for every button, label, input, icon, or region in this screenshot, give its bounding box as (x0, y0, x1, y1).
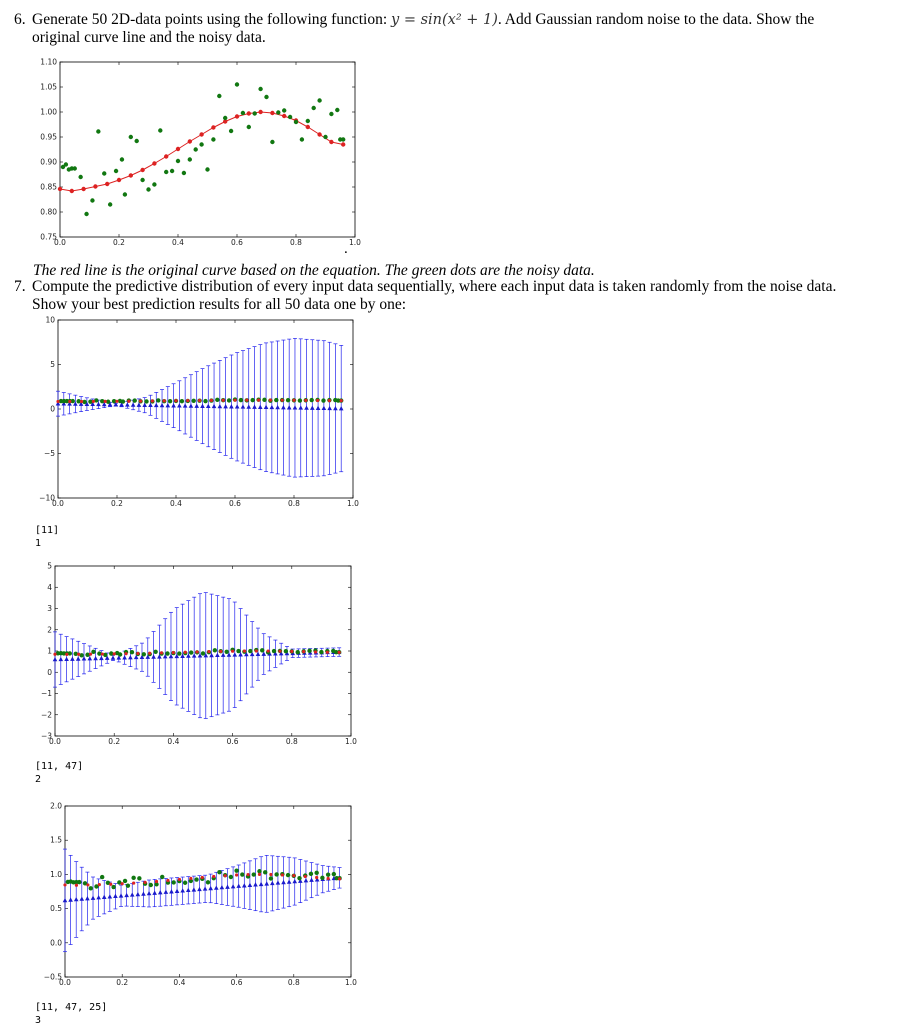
true-curve-point (257, 399, 260, 402)
observed-point (213, 648, 217, 652)
y-tick-label: −0.5 (43, 972, 62, 982)
y-tick-label: 1.00 (40, 107, 57, 117)
true-curve-point (281, 399, 284, 402)
true-curve-point (109, 883, 112, 886)
y-tick-label: 5 (50, 360, 55, 369)
curve-point (105, 182, 109, 186)
true-curve-point (136, 652, 139, 655)
true-curve-point (207, 650, 210, 653)
x-tick-label: 0.6 (229, 499, 241, 508)
curve-point (70, 189, 74, 193)
curve-point (199, 132, 203, 136)
question-6-equation: y = sin(x² + 1) (391, 12, 498, 28)
true-curve-point (127, 400, 130, 403)
observed-point (252, 872, 256, 876)
observed-point (286, 873, 290, 877)
trailing-dot: . (344, 241, 348, 257)
observed-point (326, 872, 330, 876)
plot-frame (60, 62, 355, 237)
observed-point (77, 880, 81, 884)
true-curve-point (63, 883, 66, 886)
noisy-point (264, 95, 268, 99)
true-curve-point (219, 650, 222, 653)
observed-point (201, 651, 205, 655)
question-7-line-2: Show your best prediction results for all 50 data one by one: (32, 296, 407, 313)
output-block-2 (35, 760, 83, 786)
curve-point (282, 114, 286, 118)
observed-point (142, 652, 146, 656)
plot-frame (55, 566, 351, 736)
x-tick-label: 0.2 (113, 238, 125, 247)
noisy-point (146, 187, 150, 191)
observed-point (168, 399, 172, 403)
x-tick-label: 1.0 (345, 978, 357, 987)
x-tick-label: 1.0 (345, 737, 357, 746)
observed-point (263, 870, 267, 874)
y-tick-label: 1.05 (40, 82, 57, 92)
curve-point (129, 173, 133, 177)
observed-point (269, 876, 273, 880)
noisy-point (84, 212, 88, 216)
true-curve-point (92, 400, 95, 403)
noisy-point (176, 159, 180, 163)
observed-point (307, 649, 311, 653)
observed-point (272, 649, 276, 653)
true-curve-point (178, 878, 181, 881)
y-tick-label: 4 (47, 582, 52, 592)
curve-point (117, 178, 121, 182)
output-list-3: [11, 47, 25] (35, 1002, 108, 1013)
curve-point (93, 184, 97, 188)
true-curve-point (210, 399, 213, 402)
true-curve-point (77, 653, 80, 656)
true-curve-point (124, 652, 127, 655)
y-tick-label: 0.80 (40, 207, 57, 217)
true-curve-point (326, 651, 329, 654)
y-tick-label: −10 (39, 493, 55, 503)
true-curve-point (338, 877, 341, 880)
noisy-point (300, 137, 304, 141)
noisy-point (140, 178, 144, 182)
true-curve-point (212, 875, 215, 878)
observed-point (321, 398, 325, 402)
x-tick-label: 0.6 (231, 238, 243, 247)
true-curve-point (115, 400, 118, 403)
y-tick-label: 0.85 (40, 182, 57, 192)
observed-point (240, 872, 244, 876)
question-6-text-before: Generate 50 2D-data points using the following function: (32, 11, 388, 28)
y-tick-label: 0.5 (50, 904, 62, 914)
observed-point (137, 876, 141, 880)
noisy-point (294, 120, 298, 124)
output-count-1: 1 (35, 538, 42, 549)
observed-point (309, 872, 313, 876)
y-tick-label: 1.5 (50, 835, 62, 845)
noisy-point (235, 82, 239, 86)
x-tick-label: 0.2 (116, 978, 129, 987)
y-tick-label: −5 (43, 449, 55, 458)
chart-prediction-3-svg (30, 800, 357, 990)
curve-point (317, 132, 321, 136)
output-block-3 (35, 1001, 107, 1027)
true-curve-point (290, 650, 293, 653)
figure-prediction-1 (30, 315, 359, 517)
observed-point (123, 879, 127, 883)
curve-point (329, 140, 333, 144)
true-curve-point (89, 653, 92, 656)
observed-point (156, 398, 160, 402)
question-6-number: 6. (14, 11, 26, 28)
x-tick-label: 0.6 (226, 737, 239, 746)
true-curve-point (243, 649, 246, 652)
x-tick-label: 0.0 (52, 499, 64, 508)
observed-point (100, 875, 104, 879)
noisy-point (90, 198, 94, 202)
observed-point (296, 650, 300, 654)
noisy-point (164, 170, 168, 174)
output-list-2: [11, 47] (35, 761, 84, 772)
noisy-point (158, 128, 162, 132)
curve-point (235, 114, 239, 118)
x-tick-label: 1.0 (349, 238, 361, 247)
noisy-point (258, 87, 262, 91)
observed-point (251, 398, 255, 402)
observed-point (153, 650, 157, 654)
true-curve-point (304, 875, 307, 878)
true-curve-point (267, 649, 270, 652)
x-tick-label: 0.4 (173, 978, 186, 987)
noisy-point (170, 169, 174, 173)
noisy-point (223, 116, 227, 120)
noisy-point (205, 167, 209, 171)
true-curve-point (155, 880, 158, 883)
observed-point (248, 649, 252, 653)
noisy-point (211, 137, 215, 141)
curve-point (81, 187, 85, 191)
question-6 (14, 11, 894, 47)
true-curve-point (224, 874, 227, 877)
x-tick-label: 0.0 (49, 737, 61, 746)
noisy-point (312, 106, 316, 110)
noisy-point (129, 135, 133, 139)
x-tick-label: 0.8 (290, 238, 302, 247)
x-tick-label: 0.4 (167, 737, 180, 746)
x-tick-label: 0.2 (108, 737, 121, 746)
y-tick-label: 1.10 (40, 57, 57, 67)
true-curve-point (143, 881, 146, 884)
true-curve-point (163, 399, 166, 402)
curve-point (140, 168, 144, 172)
true-curve-point (246, 873, 249, 876)
y-tick-label: −2 (40, 710, 52, 720)
true-curve-point (245, 399, 248, 402)
noisy-point (306, 119, 310, 123)
observed-point (171, 880, 175, 884)
noisy-point (123, 192, 127, 196)
observed-point (118, 652, 122, 656)
figure-prediction-2 (30, 561, 357, 757)
true-curve-point (98, 883, 101, 886)
curve-point (176, 147, 180, 151)
true-curve-point (338, 651, 341, 654)
true-curve-point (166, 879, 169, 882)
observed-point (206, 880, 210, 884)
observed-point (274, 872, 278, 876)
curve-point (58, 187, 62, 191)
chart-prediction-1-svg (30, 315, 359, 512)
observed-point (217, 870, 221, 874)
true-curve-point (302, 650, 305, 653)
curve-point (341, 142, 345, 146)
noisy-point (182, 171, 186, 175)
noisy-point (194, 147, 198, 151)
observed-point (298, 398, 302, 402)
output-block-1 (35, 524, 59, 550)
y-tick-label: 2 (47, 625, 52, 635)
true-curve-point (314, 650, 317, 653)
observed-point (189, 650, 193, 654)
true-curve-point (160, 651, 163, 654)
true-curve-point (328, 399, 331, 402)
true-curve-point (316, 399, 319, 402)
output-count-3: 3 (35, 1015, 42, 1026)
observed-point (203, 399, 207, 403)
noisy-point (152, 182, 156, 186)
observed-point (165, 651, 169, 655)
x-tick-label: 0.6 (230, 978, 243, 987)
noisy-point (96, 129, 100, 133)
output-list-1: [11] (35, 525, 60, 536)
x-tick-label: 0.2 (111, 499, 123, 508)
true-curve-point (53, 653, 56, 656)
observed-point (260, 648, 264, 652)
plot-frame (65, 806, 351, 977)
true-curve-point (269, 873, 272, 876)
observed-point (89, 886, 93, 890)
curve-point (306, 125, 310, 129)
noisy-point (341, 137, 345, 141)
observed-point (131, 876, 135, 880)
figure-caption: The red line is the original curve based on the equation. The green dots are the noisy data. (33, 262, 595, 279)
x-tick-label: 0.8 (288, 499, 300, 508)
noisy-point (135, 139, 139, 143)
true-curve-point (189, 877, 192, 880)
true-curve-point (113, 652, 116, 655)
noisy-point (288, 115, 292, 119)
noisy-point (229, 129, 233, 133)
observed-point (257, 869, 261, 873)
true-curve-point (68, 400, 71, 403)
observed-point (111, 885, 115, 889)
true-curve-point (269, 399, 272, 402)
observed-point (224, 650, 228, 654)
y-tick-label: 10 (45, 315, 55, 325)
question-7-number: 7. (14, 278, 26, 295)
question-7 (14, 278, 899, 314)
observed-point (133, 398, 137, 402)
true-curve-point (304, 399, 307, 402)
x-tick-label: 0.4 (172, 238, 184, 247)
observed-point (183, 881, 187, 885)
true-curve-point (186, 399, 189, 402)
true-curve-point (231, 650, 234, 653)
observed-point (227, 398, 231, 402)
true-curve-point (292, 399, 295, 402)
observed-point (274, 398, 278, 402)
observed-point (229, 875, 233, 879)
noisy-point (120, 157, 124, 161)
true-curve-point (139, 400, 142, 403)
observed-point (149, 883, 153, 887)
observed-point (126, 883, 130, 887)
observed-point (160, 875, 164, 879)
true-curve-point (184, 651, 187, 654)
observed-point (239, 398, 243, 402)
observed-point (215, 398, 219, 402)
curve-point (247, 111, 251, 115)
true-curve-point (198, 399, 201, 402)
true-curve-point (340, 399, 343, 402)
chart-original-curve-svg (30, 56, 361, 252)
noisy-point (270, 140, 274, 144)
noisy-point (323, 135, 327, 139)
true-curve-point (174, 399, 177, 402)
observed-point (91, 650, 95, 654)
true-curve-point (327, 877, 330, 880)
observed-point (180, 399, 184, 403)
noisy-point (317, 98, 321, 102)
y-tick-label: 0 (50, 404, 55, 414)
noisy-point (329, 112, 333, 116)
true-curve-point (315, 876, 318, 879)
observed-point (297, 876, 301, 880)
true-curve-point (222, 399, 225, 402)
observed-point (286, 398, 290, 402)
true-curve-point (258, 873, 261, 876)
observed-point (314, 871, 318, 875)
noisy-point (335, 108, 339, 112)
question-6-line-2: original curve line and the noisy data. (32, 29, 266, 46)
observed-point (144, 399, 148, 403)
curve-point (211, 125, 215, 129)
true-curve-point (235, 873, 238, 876)
x-tick-label: 0.0 (54, 238, 66, 247)
observed-point (177, 651, 181, 655)
observed-point (234, 868, 238, 872)
figure-prediction-3 (30, 800, 357, 995)
observed-point (284, 649, 288, 653)
observed-point (332, 872, 336, 876)
true-curve-point (101, 652, 104, 655)
noisy-point (217, 94, 221, 98)
curve-point (258, 110, 262, 114)
question-6-text-after: . Add Gaussian random noise to the data. Show the (497, 11, 815, 28)
question-7-line-1: Compute the predictive distribution of every input data sequentially, where each input data is taken randomly from the noise data. (32, 278, 837, 295)
true-curve-point (292, 874, 295, 877)
noisy-point (282, 108, 286, 112)
true-curve-point (148, 652, 151, 655)
noisy-point (199, 142, 203, 146)
true-curve-point (172, 651, 175, 654)
observed-point (192, 399, 196, 403)
y-tick-label: 3 (47, 604, 52, 613)
noisy-point (64, 162, 68, 166)
curve-point (152, 161, 156, 165)
noisy-point (114, 169, 118, 173)
true-curve-point (233, 399, 236, 402)
noisy-point (276, 110, 280, 114)
y-tick-label: 0.0 (50, 938, 62, 948)
x-tick-label: 0.8 (285, 737, 298, 746)
chart-prediction-2-svg (30, 561, 357, 752)
plot-frame (58, 320, 353, 498)
true-curve-point (104, 400, 107, 403)
figure-original-curve (30, 56, 361, 257)
observed-point (320, 876, 324, 880)
x-tick-label: 1.0 (347, 499, 359, 508)
true-curve-point (281, 873, 284, 876)
true-curve-point (80, 400, 83, 403)
true-curve-point (65, 653, 68, 656)
y-tick-label: 0.75 (40, 232, 57, 242)
y-tick-label: 2.0 (50, 801, 62, 811)
observed-point (121, 399, 125, 403)
x-tick-label: 0.0 (59, 978, 71, 987)
true-curve-point (75, 884, 78, 887)
true-curve-point (278, 650, 281, 653)
true-curve-point (201, 876, 204, 879)
true-curve-point (132, 881, 135, 884)
curve-point (164, 154, 168, 158)
true-curve-point (86, 883, 89, 886)
x-tick-label: 0.4 (170, 499, 182, 508)
noisy-point (253, 111, 257, 115)
true-curve-point (151, 399, 154, 402)
true-curve-point (195, 650, 198, 653)
noisy-point (108, 202, 112, 206)
noisy-point (241, 111, 245, 115)
y-tick-label: −3 (40, 731, 52, 741)
true-curve-point (56, 400, 59, 403)
true-curve-point (255, 649, 258, 652)
curve-point (188, 139, 192, 143)
noisy-point (188, 157, 192, 161)
observed-point (319, 650, 323, 654)
x-tick-label: 0.8 (287, 978, 300, 987)
observed-point (310, 398, 314, 402)
noisy-point (73, 166, 77, 170)
y-tick-label: 0.90 (40, 157, 57, 167)
noisy-point (78, 175, 82, 179)
curve-point (270, 111, 274, 115)
y-tick-label: 5 (47, 561, 52, 571)
y-tick-label: 1.0 (50, 869, 62, 879)
y-tick-label: −1 (40, 689, 52, 698)
y-tick-label: 1 (47, 646, 52, 656)
observed-point (194, 877, 198, 881)
noisy-point (247, 125, 251, 129)
y-tick-label: 0.95 (40, 132, 57, 142)
y-tick-label: 0 (47, 667, 52, 677)
observed-point (236, 649, 240, 653)
output-count-2: 2 (35, 774, 42, 785)
noisy-point (102, 171, 106, 175)
observed-point (262, 398, 266, 402)
true-curve-point (121, 882, 124, 885)
observed-point (130, 650, 134, 654)
